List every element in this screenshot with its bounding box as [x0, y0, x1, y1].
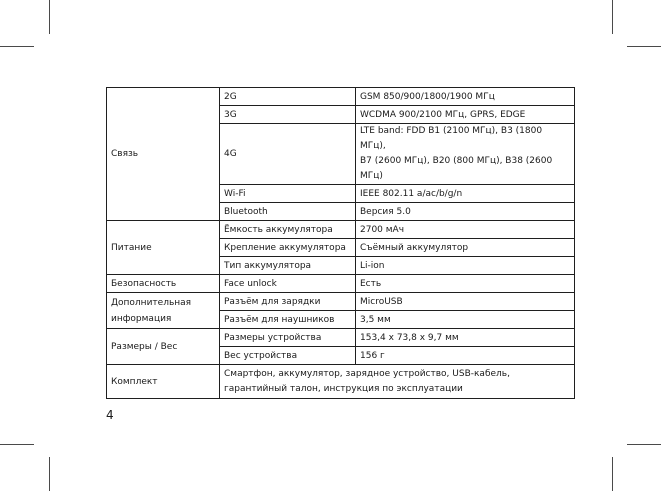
param-cell: 3G [220, 106, 356, 124]
value-line: LTE band: FDD B1 (2100 МГц), B3 (1800 МГц), [360, 126, 543, 151]
category-security: Безопасность [107, 275, 220, 293]
value-cell: IEEE 802.11 a/ac/b/g/n [356, 185, 575, 203]
package-line: Смартфон, аккумулятор, зарядное устройство, USB-кабель, [224, 368, 510, 379]
param-cell: Bluetooth [220, 203, 356, 221]
category-line: Дополнительная [111, 297, 192, 308]
param-cell: Разъём для наушников [220, 311, 356, 329]
category-dimensions: Размеры / Вес [107, 329, 220, 365]
param-cell: Размеры устройства [220, 329, 356, 347]
table-row [107, 329, 575, 347]
package-line: гарантийный талон, инструкция по эксплуатации [224, 383, 463, 394]
crop-mark-left-top [0, 46, 34, 47]
value-cell: 3,5 мм [356, 311, 575, 329]
crop-mark-top-left [49, 0, 50, 34]
table-row [107, 293, 575, 311]
package-contents-cell [220, 365, 575, 399]
crop-mark-left-bottom [0, 444, 34, 445]
value-cell: Съёмный аккумулятор [356, 239, 575, 257]
crop-mark-top-right [612, 0, 613, 34]
param-cell: 4G [220, 124, 356, 185]
value-cell: Версия 5.0 [356, 203, 575, 221]
value-cell: GSM 850/900/1800/1900 МГц [356, 88, 575, 106]
table-row [107, 275, 575, 293]
param-cell: Тип аккумулятора [220, 257, 356, 275]
crop-mark-right-bottom [627, 444, 661, 445]
category-package: Комплект [107, 365, 220, 399]
table-row [107, 88, 575, 106]
value-cell: 156 г [356, 347, 575, 365]
table-row [107, 365, 575, 399]
param-cell: Крепление аккумулятора [220, 239, 356, 257]
value-cell: 153,4 x 73,8 x 9,7 мм [356, 329, 575, 347]
category-line: информация [111, 313, 172, 324]
value-cell: MicroUSB [356, 293, 575, 311]
category-communication: Связь [107, 88, 220, 221]
value-cell: Есть [356, 275, 575, 293]
value-cell: Li-ion [356, 257, 575, 275]
value-cell: WCDMA 900/2100 МГц, GPRS, EDGE [356, 106, 575, 124]
param-cell: Разъём для зарядки [220, 293, 356, 311]
param-cell: Face unlock [220, 275, 356, 293]
param-cell: Вес устройства [220, 347, 356, 365]
crop-mark-right-top [627, 46, 661, 47]
category-additional-info [107, 293, 220, 329]
specifications-table [106, 87, 575, 399]
param-cell: Ёмкость аккумулятора [220, 221, 356, 239]
value-line: B7 (2600 МГц), B20 (800 МГц), B38 (2600 МГц) [360, 156, 553, 181]
param-cell: Wi-Fi [220, 185, 356, 203]
value-cell: 2700 мАч [356, 221, 575, 239]
param-cell: 2G [220, 88, 356, 106]
value-cell [356, 124, 575, 185]
category-power: Питание [107, 221, 220, 275]
crop-mark-bottom-right [612, 457, 613, 491]
page-number: 4 [106, 408, 114, 422]
table-row [107, 221, 575, 239]
crop-mark-bottom-left [49, 457, 50, 491]
